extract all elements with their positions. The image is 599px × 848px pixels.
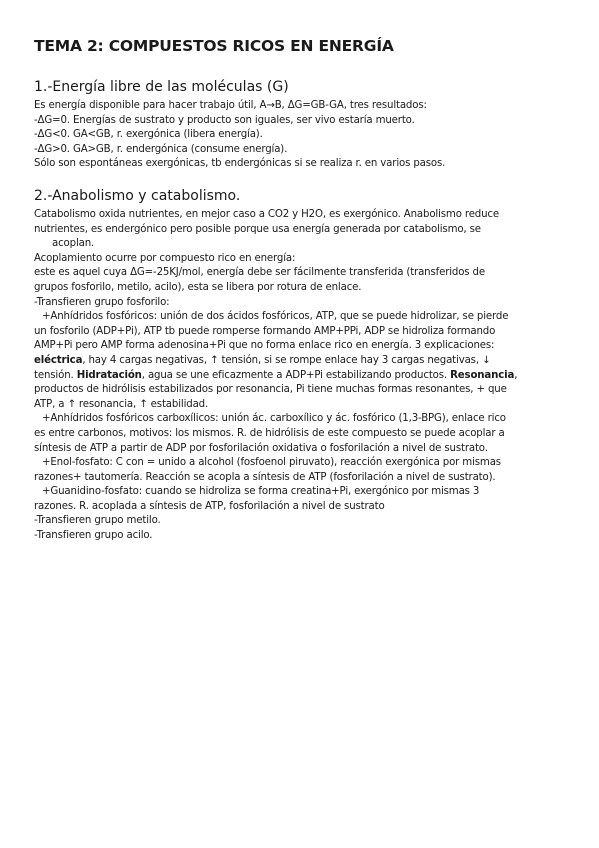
- section-free-energy: [34, 78, 570, 172]
- paragraph-line: AMP+Pi pero AMP forma adenosina+Pi que no forma enlace rico en energía. 3 explicaciones:: [34, 340, 495, 352]
- bold-term: eléctrica: [34, 354, 83, 366]
- paragraph-line: grupos fosforilo, metilo, acilo), esta se libera por rotura de enlace.: [34, 281, 362, 293]
- paragraph-line: este es aquel cuya ΔG=-25KJ/mol, energía debe ser fácilmente transferida (transferidos de: [34, 267, 485, 279]
- paragraph-line: razones+ tautomería. Reacción se acopla a síntesis de ATP (fosforilación a nivel de sustrato).: [34, 471, 496, 483]
- text-run: tensión.: [34, 369, 77, 381]
- paragraph-line: Acoplamiento ocurre por compuesto rico en energía:: [34, 252, 296, 264]
- paragraph-line: -Transfieren grupo fosforilo:: [34, 296, 170, 308]
- paragraph-line: +Enol-fosfato: C con = unido a alcohol (fosfoenol piruvato), reacción exergónica por mismas: [42, 457, 501, 469]
- paragraph-line: +Anhídridos fosfóricos carboxílicos: unión ác. carboxílico y ác. fosfórico (1,3-BPG), enlace rico: [42, 413, 506, 425]
- paragraph-line: -ΔG=0. Energías de sustrato y producto son iguales, ser vivo estaría muerto.: [34, 114, 415, 126]
- section-heading: 1.-Energía libre de las moléculas (G): [34, 79, 289, 95]
- paragraph-line: -ΔG>0. GA>GB, r. endergónica (consume energía).: [34, 143, 288, 155]
- paragraph-line: Catabolismo oxida nutrientes, en mejor caso a CO2 y H2O, es exergónico. Anabolismo reduce: [34, 209, 500, 220]
- paragraph-line: un fosforilo (ADP+Pi), ATP tb puede romperse formando AMP+PPi, ADP se hidroliza formando: [34, 325, 496, 337]
- bold-term: Resonancia: [450, 369, 515, 381]
- paragraph-line: síntesis de ATP a partir de ADP por fosforilación oxidativa o fosforilación a nivel de sustrato.: [34, 442, 488, 454]
- paragraph-line: ATP, a ↑ resonancia, ↑ estabilidad.: [34, 398, 209, 410]
- section-heading: 2.-Anabolismo y catabolismo.: [34, 188, 241, 204]
- paragraph-line: razones. R. acoplada a síntesis de ATP, fosforilación a nivel de sustrato: [34, 500, 385, 512]
- paragraph-line: [34, 354, 570, 369]
- paragraph-line: +Guanidino-fosfato: cuando se hidroliza se forma creatina+Pi, exergónico por mismas 3: [42, 486, 480, 498]
- paragraph-line: acoplan.: [52, 238, 95, 250]
- paragraph-line: [34, 369, 570, 384]
- document-title: TEMA 2: COMPUESTOS RICOS EN ENERGÍA: [34, 37, 394, 55]
- paragraph-line: -Transfieren grupo metilo.: [34, 515, 161, 527]
- paragraph-line: nutrientes, es endergónico pero posible porque usa energía generada por catabolismo, se: [34, 223, 481, 235]
- text-run: ,: [514, 369, 518, 381]
- paragraph-line: -ΔG<0. GA<GB, r. exergónica (libera energía).: [34, 129, 263, 141]
- paragraph-line: Es energía disponible para hacer trabajo útil, A→B, ΔG=GB-GA, tres resultados:: [34, 100, 427, 111]
- paragraph-line: +Anhídridos fosfóricos: unión de dos ácidos fosfóricos, ATP, que se puede hidrolizar, se pierde: [42, 311, 509, 323]
- text-run: , agua se une eficazmente a ADP+Pi estabilizando productos.: [141, 369, 451, 381]
- section-anabolism-catabolism: [34, 187, 570, 544]
- paragraph-line: Sólo son espontáneas exergónicas, tb endergónicas si se realiza r. en varios pasos.: [34, 158, 446, 170]
- bold-term: Hidratación: [76, 369, 142, 381]
- paragraph-line: es entre carbonos, motivos: los mismos. R. de hidrólisis de este compuesto se puede acoplar a: [34, 427, 505, 439]
- text-run: , hay 4 cargas negativas, ↑ tensión, si se rompe enlace hay 3 cargas negativas, ↓: [82, 354, 491, 366]
- paragraph-line: -Transfieren grupo acilo.: [34, 530, 153, 542]
- paragraph-line: productos de hidrólisis estabilizados por resonancia, Pi tiene muchas formas resonantes, + que: [34, 384, 507, 396]
